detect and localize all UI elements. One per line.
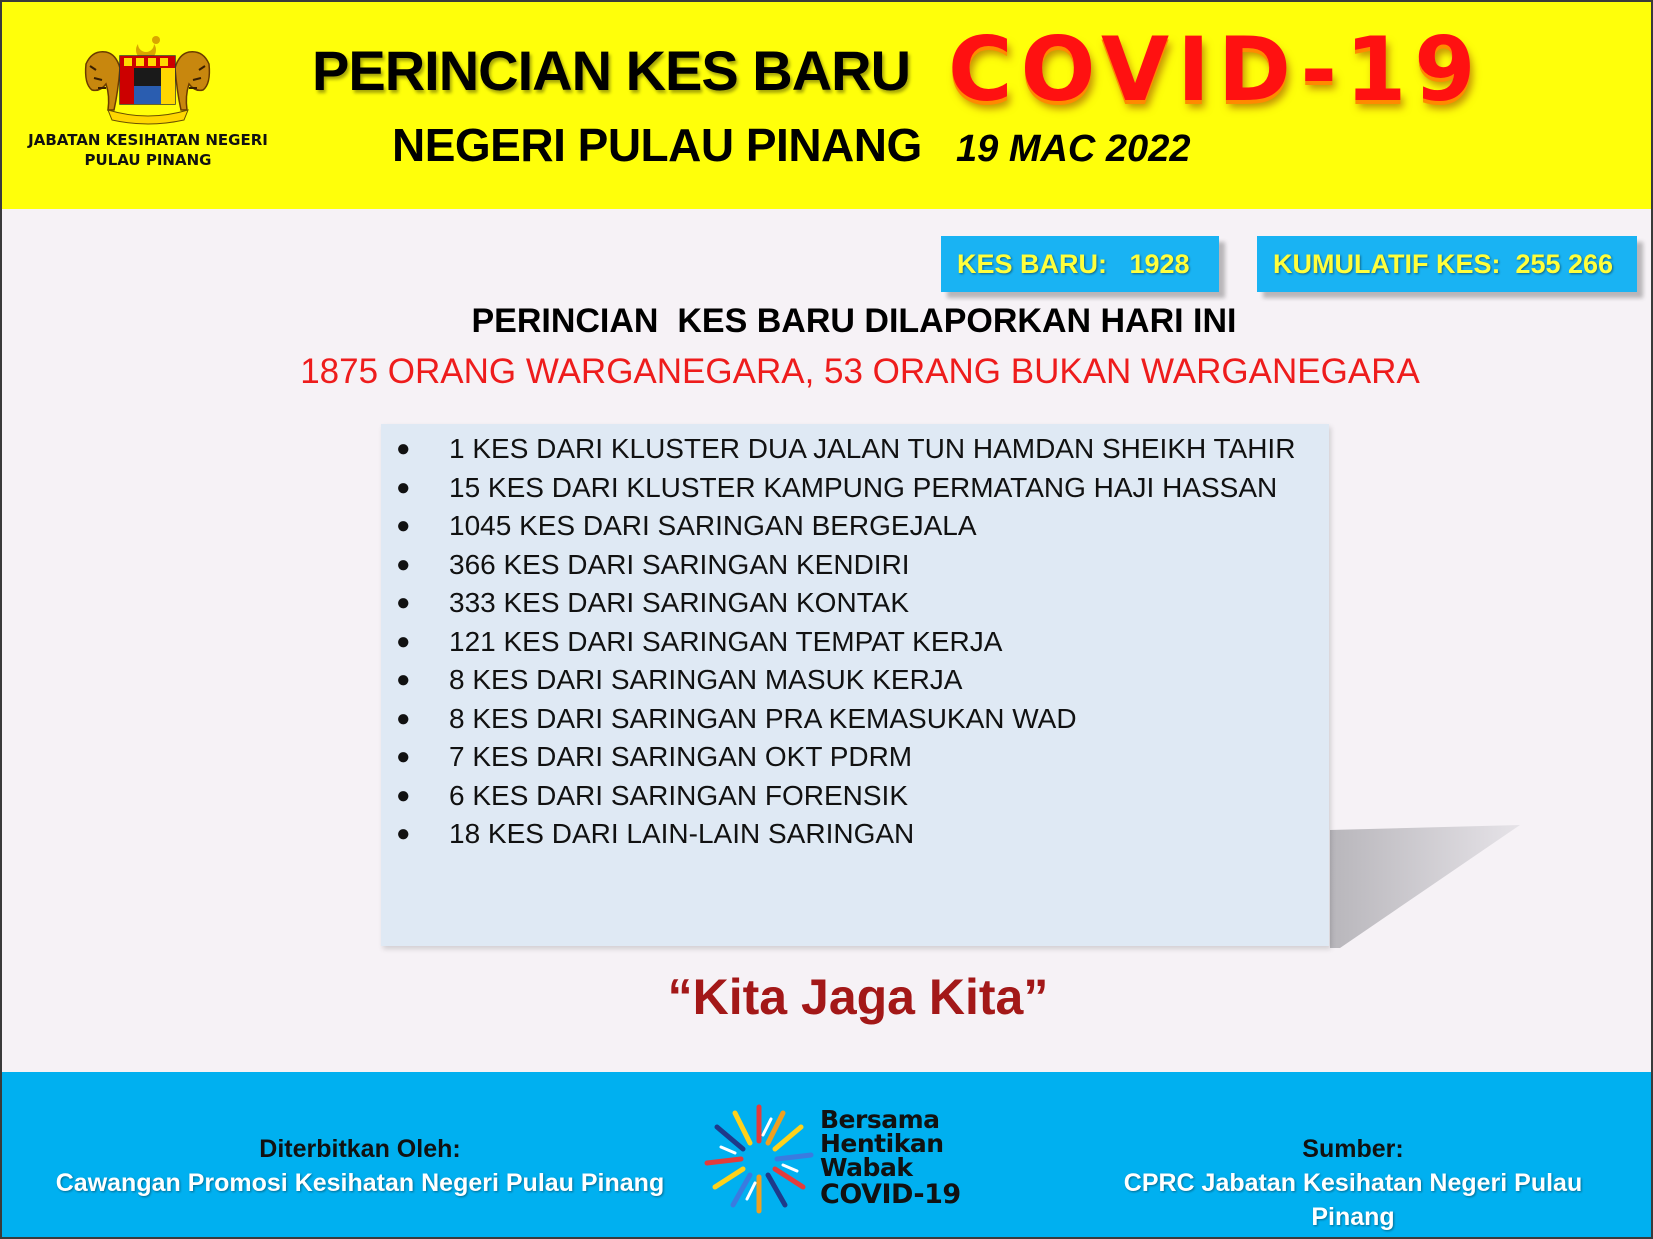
- list-item: [381, 546, 1295, 585]
- new-cases-badge: KES BARU: 1928: [941, 236, 1219, 292]
- footer-banner: [0, 1072, 1653, 1239]
- list-item: [381, 430, 1295, 469]
- bullet-dot-icon: ●: [396, 473, 411, 501]
- publisher-block: [40, 1132, 680, 1200]
- panel-shadow: [1320, 820, 1520, 950]
- department-name: [18, 130, 278, 170]
- report-date: 19 MAC 2022: [956, 128, 1191, 170]
- bullet-dot-icon: ●: [396, 666, 411, 693]
- covid-label: COVID-19: [948, 18, 1484, 121]
- bullet-dot-icon: ●: [396, 627, 411, 655]
- list-item-text: 15 KES DARI KLUSTER KAMPUNG PERMATANG HAJI HASSAN: [449, 471, 1278, 503]
- list-item-text: 1 KES DARI KLUSTER DUA JALAN TUN HAMDAN SHEIKH TAHIR: [449, 433, 1296, 464]
- campaign-logo-text: [820, 1105, 961, 1210]
- page-title: PERINCIAN KES BARU: [312, 39, 911, 102]
- bullet-dot-icon: ●: [396, 820, 411, 847]
- list-item-text: 333 KES DARI SARINGAN KONTAK: [449, 587, 910, 618]
- covid-campaign-logo: [700, 1100, 990, 1220]
- list-item-text: 8 KES DARI SARINGAN MASUK KERJA: [449, 664, 963, 695]
- logo-line-3: Wabak: [820, 1153, 913, 1182]
- motto-slogan: “Kita Jaga Kita”: [667, 969, 1049, 1025]
- bullet-dot-icon: ●: [396, 781, 411, 809]
- bullet-dot-icon: ●: [396, 512, 411, 539]
- list-item: [381, 469, 1295, 508]
- breakdown-panel: [381, 424, 1329, 946]
- list-item-text: 7 KES DARI SARINGAN OKT PDRM: [449, 741, 913, 772]
- header-banner: [0, 0, 1653, 209]
- publisher-label: Diterbitkan Oleh:: [259, 1135, 461, 1163]
- list-item: [381, 507, 1295, 546]
- logo-line-4: COVID-19: [820, 1179, 961, 1210]
- list-item: [381, 777, 1295, 816]
- breakdown-subtitle: 1875 ORANG WARGANEGARA, 53 ORANG BUKAN WARGANEGARA: [300, 352, 1420, 391]
- list-item-text: 8 KES DARI SARINGAN PRA KEMASUKAN WAD: [449, 702, 1077, 734]
- list-item-text: 6 KES DARI SARINGAN FORENSIK: [449, 779, 908, 811]
- bullet-dot-icon: ●: [396, 435, 411, 462]
- logo-line-2: Hentikan: [820, 1129, 944, 1158]
- list-item-text: 18 KES DARI LAIN-LAIN SARINGAN: [449, 818, 915, 849]
- list-item-text: 366 KES DARI SARINGAN KENDIRI: [449, 548, 910, 580]
- list-item: [381, 623, 1295, 662]
- list-item-text: 1045 KES DARI SARINGAN BERGEJALA: [449, 510, 977, 541]
- department-line-2: PULAU PINANG: [84, 151, 212, 169]
- department-line-1: JABATAN KESIHATAN NEGERI: [28, 131, 268, 149]
- list-item-text: 121 KES DARI SARINGAN TEMPAT KERJA: [449, 625, 1003, 657]
- bullet-dot-icon: ●: [396, 743, 411, 770]
- list-item: [381, 738, 1295, 777]
- bullet-dot-icon: ●: [396, 550, 411, 578]
- source-label: Sumber:: [1302, 1135, 1404, 1163]
- source-block: [1083, 1132, 1623, 1234]
- list-item: [381, 815, 1295, 854]
- list-item: [381, 661, 1295, 700]
- covid-campaign-logo-icon: [700, 1100, 818, 1218]
- breakdown-list: [381, 430, 1295, 854]
- breakdown-title: PERINCIAN KES BARU DILAPORKAN HARI INI: [471, 302, 1237, 340]
- bullet-dot-icon: ●: [396, 704, 411, 732]
- list-item: [381, 584, 1295, 623]
- list-item: [381, 700, 1295, 739]
- bullet-dot-icon: ●: [396, 589, 411, 616]
- state-name: NEGERI PULAU PINANG: [392, 119, 922, 171]
- logo-line-1: Bersama: [820, 1105, 940, 1134]
- coat-of-arms-icon: [80, 34, 215, 126]
- cumulative-cases-badge: KUMULATIF KES: 255 266: [1257, 236, 1637, 292]
- publisher-name: Cawangan Promosi Kesihatan Negeri Pulau Pinang: [55, 1169, 665, 1197]
- source-name: CPRC Jabatan Kesihatan Negeri Pulau Pinang: [1123, 1169, 1583, 1231]
